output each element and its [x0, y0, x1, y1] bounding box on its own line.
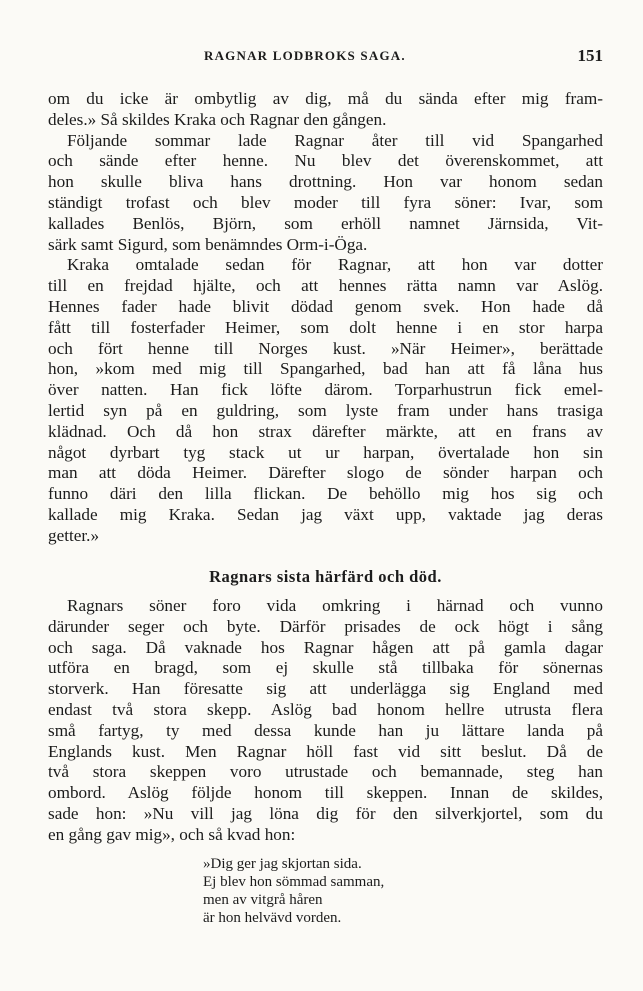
text-line: två stora skeppen voro utrustade och bemannade, steg han	[48, 762, 603, 782]
text-line: något dyrbart tyg stack ut ur harpan, övertalade hon sin	[48, 442, 603, 462]
text-line: funno däri den lilla flickan. De behöllo mig hos sig och	[48, 484, 603, 504]
text-line: därunder seger och byte. Därför prisades de ock högt i sång	[48, 616, 603, 636]
text-line: och sände efter henne. Nu blev det överenskommet, att	[48, 151, 603, 171]
text-line: man att döda Heimer. Därefter slogo de sönder harpan och	[48, 463, 603, 483]
text-line: ombord. Aslög följde honom till skeppen. Innan de skildes,	[48, 783, 603, 803]
running-title: RAGNAR LODBROKS SAGA.	[204, 48, 406, 63]
text-line: kallade mig Kraka. Sedan jag växt upp, vaktade jag deras	[48, 504, 603, 524]
text-line: sade hon: »Nu vill jag löna dig för den silverkjortel, som du	[48, 803, 603, 823]
text-line: Kraka omtalade sedan för Ragnar, att hon var dotter	[67, 255, 603, 275]
text-line: och saga. Då vaknade hos Ragnar hågen att på gamla dagar	[48, 637, 603, 657]
text-line: utföra en bragd, som ej skulle stå tillbaka för sönernas	[48, 658, 603, 678]
section-2-text	[48, 596, 603, 846]
page-number: 151	[577, 46, 603, 65]
poem-stanza	[203, 855, 384, 927]
text-line: Följande sommar lade Ragnar åter till vid Spangarhed	[67, 130, 603, 150]
text-line: Ragnars söner foro vida omkring i härnad och vunno	[67, 596, 603, 615]
text-line: ständigt trofast och blev moder till fyra söner: Ivar, som	[48, 192, 603, 212]
running-head	[48, 46, 603, 70]
text-line: och fört henne till Norges kust. »När Heimer», berättade	[48, 338, 603, 358]
text-line: endast två stora skepp. Aslög bad honom hellre utrusta flera	[48, 699, 603, 719]
text-line: hon skulle bliva hans drottning. Hon var honom sedan	[48, 172, 603, 192]
text-line: små fartyg, ty med dessa kunde han ju lättare landa på	[48, 720, 603, 740]
text-line: om du icke är ombytlig av dig, må du sända efter mig fram-	[48, 89, 603, 108]
text-line: kallades Benlös, Björn, som erhöll namnet Järnsida, Vit-	[48, 213, 603, 233]
text-line: storverk. Han föresatte sig att underlägga sig England med	[48, 679, 603, 699]
text-line: till en frejdad hjälte, och att hennes rätta namn var Aslög.	[48, 276, 603, 296]
text-line: getter.»	[48, 525, 100, 545]
poem-line: Ej blev hon sömmad samman,	[203, 874, 385, 890]
text-line: Englands kust. Men Ragnar höll fast vid sitt beslut. Då de	[48, 741, 603, 761]
poem-line: men av vitgrå håren	[203, 892, 323, 908]
poem-line: »Dig ger jag skjortan sida.	[203, 856, 362, 872]
text-line: fått till fosterfader Heimer, som dolt henne i en stor harpa	[48, 317, 603, 337]
poem-line: är hon helvävd vorden.	[203, 910, 342, 926]
section-1-text	[48, 89, 603, 547]
text-line: särk samt Sigurd, som benämndes Orm-i-Öga.	[48, 234, 368, 254]
text-line: Hennes fader hade blivit dödad genom svek. Hon hade då	[48, 296, 603, 316]
text-line: lertid syn på en guldring, som lyste fram under hans trasiga	[48, 400, 603, 420]
text-line: en gång gav mig», och så kvad hon:	[48, 824, 296, 844]
section-heading: Ragnars sista härfärd och död.	[209, 567, 442, 586]
text-line: över natten. Han fick löfte därom. Torparhustrun fick emel-	[48, 380, 603, 400]
text-line: deles.» Så skildes Kraka och Ragnar den gången.	[48, 109, 387, 129]
text-line: klädnad. Och då hon strax därefter märkte, att en frans av	[48, 421, 603, 441]
text-line: hon, »kom med mig till Spangarhed, bad han att få låna hus	[48, 359, 603, 379]
